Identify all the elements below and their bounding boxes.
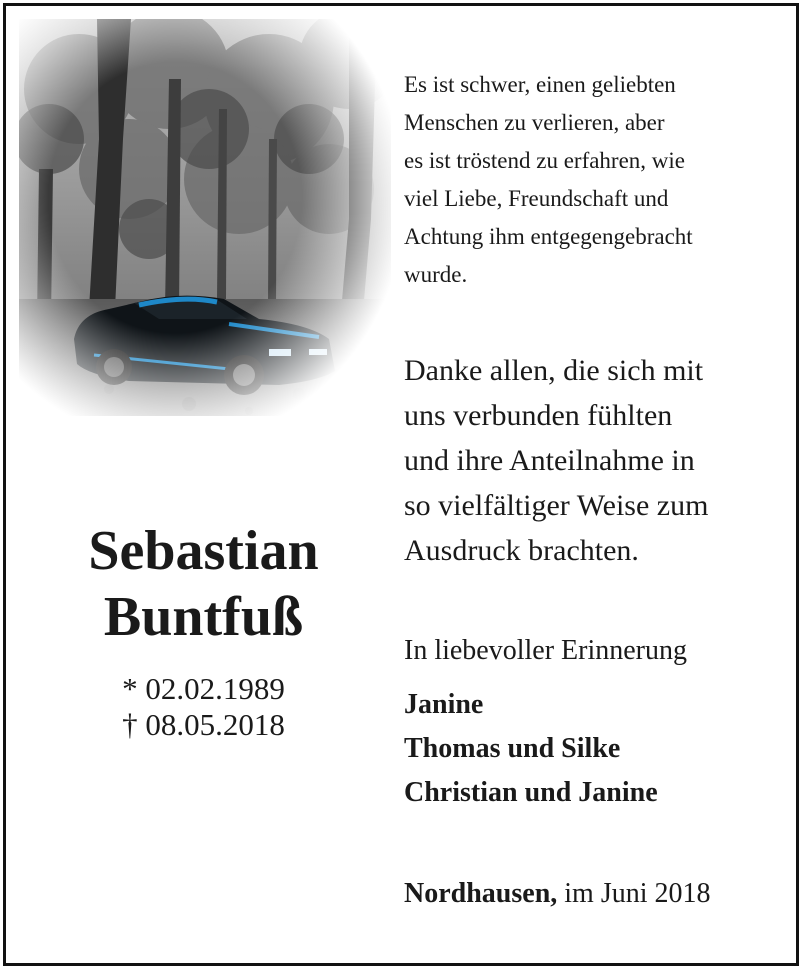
quote-line: es ist tröstend zu erfahren, wie [404,148,686,173]
thanks-line: und ihre Anteilnahme in [404,444,695,477]
quote-line: Achtung ihm entgegengebracht [404,224,693,249]
quote-line: wurde. [404,262,468,287]
thanks-text [404,348,784,573]
obituary-frame [3,3,799,966]
mourner-name: Janine [404,689,484,720]
birth-date: * 02.02.1989 [122,671,285,706]
car-in-forest-photo [19,19,391,416]
thanks-line: Danke allen, die sich mit [404,354,704,387]
date-text: im Juni 2018 [557,878,711,909]
quote-line: Es ist schwer, einen geliebten [404,72,676,97]
quote-line: Menschen zu verlieren, aber [404,110,665,135]
quote-line: viel Liebe, Freundschaft und [404,186,669,211]
thanks-line: so vielfältiger Weise zum [404,489,709,522]
quote-text [404,66,784,294]
mourner-name: Christian und Janine [404,777,658,808]
life-dates [16,671,391,743]
last-name: Buntfuß [103,586,304,648]
death-date: † 08.05.2018 [122,707,285,742]
mourners-list [404,683,784,815]
place-and-date [404,874,784,914]
mourner-name: Thomas und Silke [404,733,621,764]
place: Nordhausen, [404,878,558,909]
deceased-name [16,518,391,650]
first-name: Sebastian [88,520,319,582]
thanks-line: uns verbunden fühlten [404,399,673,432]
thanks-line: Ausdruck brachten. [404,534,639,567]
memory-line: In liebevoller Erinnerung [404,635,688,666]
